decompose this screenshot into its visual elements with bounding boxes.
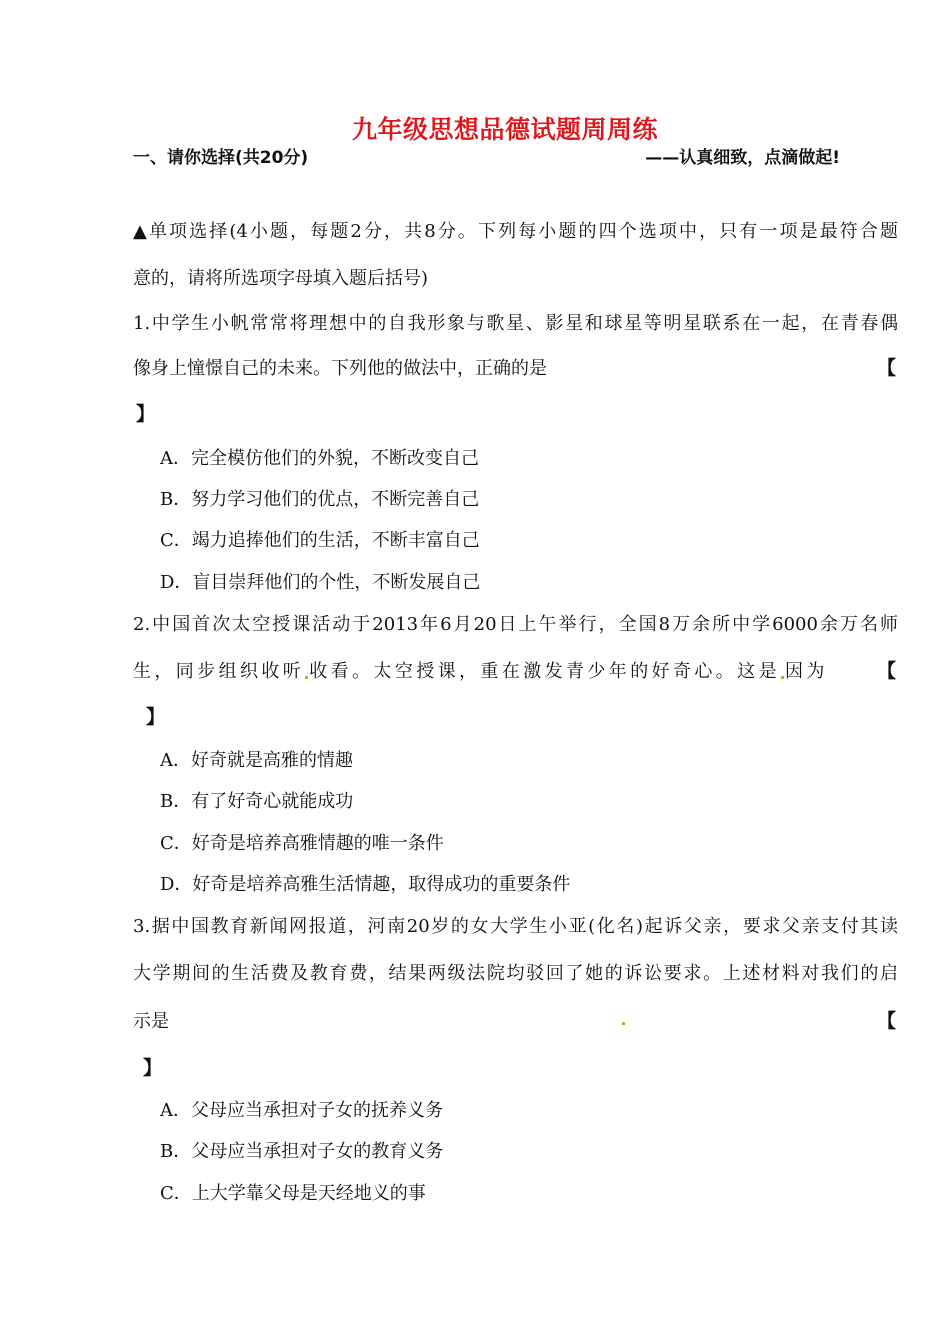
answer-bracket-open: 【 <box>876 1010 896 1032</box>
question-3-option-b: B．父母应当承担对子女的教育义务 <box>160 1141 444 1162</box>
section-motto: ——认真细致，点滴做起! <box>645 148 840 168</box>
stray-mark <box>622 1022 625 1025</box>
question-2-option-d: D．好奇是培养高雅生活情趣，取得成功的重要条件 <box>160 874 571 895</box>
question-2-line-2-part-b: 收看。太空授课，重在激发青少年的好奇心。这是 <box>309 661 781 682</box>
question-2-line-1: 2.中国首次太空授课活动于2013年6月20日上午举行，全国8万余所中学6000余万名师 <box>133 614 898 635</box>
section-heading: 一、请你选择(共20分) <box>133 148 309 168</box>
question-1-option-d: D．盲目崇拜他们的个性，不断发展自己 <box>160 572 481 593</box>
question-1-option-b: B．努力学习他们的优点，不断完善自己 <box>160 489 480 510</box>
question-1-option-c: C．竭力追捧他们的生活，不断丰富自己 <box>160 530 480 551</box>
question-1-line-1: 1.中学生小帆常常将理想中的自我形象与歌星、影星和球星等明星联系在一起，在青春偶 <box>133 313 898 334</box>
question-2-option-b: B．有了好奇心就能成功 <box>160 791 354 812</box>
answer-bracket-close: 】 <box>143 1057 163 1079</box>
instructions-line-2: 意的，请将所选项字母填入题后括号) <box>133 268 429 289</box>
question-1-option-a: A．完全模仿他们的外貌，不断改变自己 <box>160 448 479 469</box>
question-3-line-3: 示是 <box>133 1011 169 1032</box>
instructions-line-1: ▲单项选择(4小题，每题2分，共8分。下列每小题的四个选项中，只有一项是最符合题 <box>133 221 898 242</box>
question-2-option-a: A．好奇就是高雅的情趣 <box>160 750 353 771</box>
answer-bracket-close: 】 <box>136 403 156 425</box>
stray-mark <box>305 676 308 679</box>
answer-bracket-close: 】 <box>146 706 166 728</box>
question-3-option-c: C．上大学靠父母是天经地义的事 <box>160 1183 426 1204</box>
answer-bracket-open: 【 <box>876 357 896 379</box>
question-3-option-a: A．父母应当承担对子女的抚养义务 <box>160 1100 443 1121</box>
question-2-option-c: C．好奇是培养高雅情趣的唯一条件 <box>160 833 444 854</box>
question-3-line-2: 大学期间的生活费及教育费，结果两级法院均驳回了她的诉讼要求。上述材料对我们的启 <box>133 963 898 984</box>
question-1-line-2: 像身上憧憬自己的未来。下列他的做法中，正确的是 <box>133 358 547 379</box>
question-2-line-2 <box>133 657 828 683</box>
question-2-line-2-part-a: 生，同步组织收听 <box>133 661 305 682</box>
stray-mark <box>781 676 784 679</box>
question-3-line-1: 3.据中国教育新闻网报道，河南20岁的女大学生小亚(化名)起诉父亲，要求父亲支付其读 <box>133 916 898 937</box>
answer-bracket-open: 【 <box>876 660 896 682</box>
question-2-line-2-part-c: 因为 <box>785 661 828 682</box>
section-header <box>133 143 840 168</box>
page-title: 九年级思想品德试题周周练 <box>351 115 658 144</box>
